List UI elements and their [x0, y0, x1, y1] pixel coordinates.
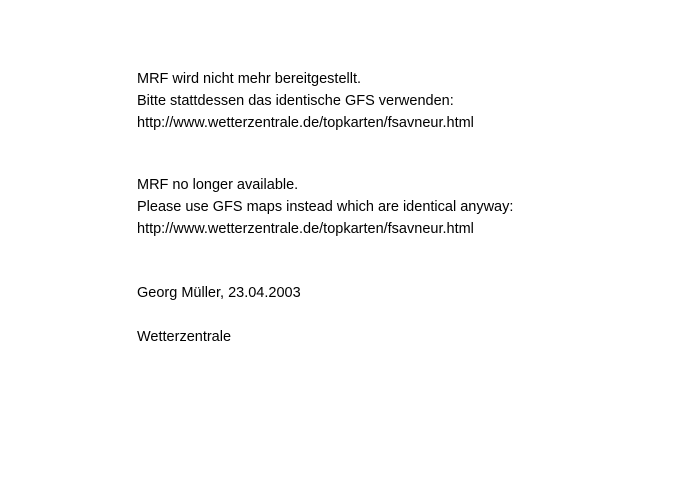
german-notice-url: http://www.wetterzentrale.de/topkarten/fsavneur.html — [137, 115, 474, 131]
spacer-after-german-notice — [137, 134, 667, 174]
english-notice-line-1: MRF no longer available. — [137, 177, 299, 193]
signature-organisation: Wetterzentrale — [137, 329, 232, 345]
german-notice — [137, 68, 667, 134]
english-notice-line-2: Please use GFS maps instead which are identical anyway: — [137, 199, 514, 215]
spacer-in-signature — [137, 304, 667, 326]
english-notice — [137, 174, 667, 240]
spacer-after-english-notice — [137, 240, 667, 282]
english-notice-url: http://www.wetterzentrale.de/topkarten/fsavneur.html — [137, 221, 474, 237]
german-notice-line-2: Bitte stattdessen das identische GFS verwenden: — [137, 93, 454, 109]
signature-author-date: Georg Müller, 23.04.2003 — [137, 285, 301, 301]
german-notice-line-1: MRF wird nicht mehr bereitgestellt. — [137, 71, 362, 87]
document-content — [137, 68, 667, 348]
signature-block — [137, 282, 667, 348]
